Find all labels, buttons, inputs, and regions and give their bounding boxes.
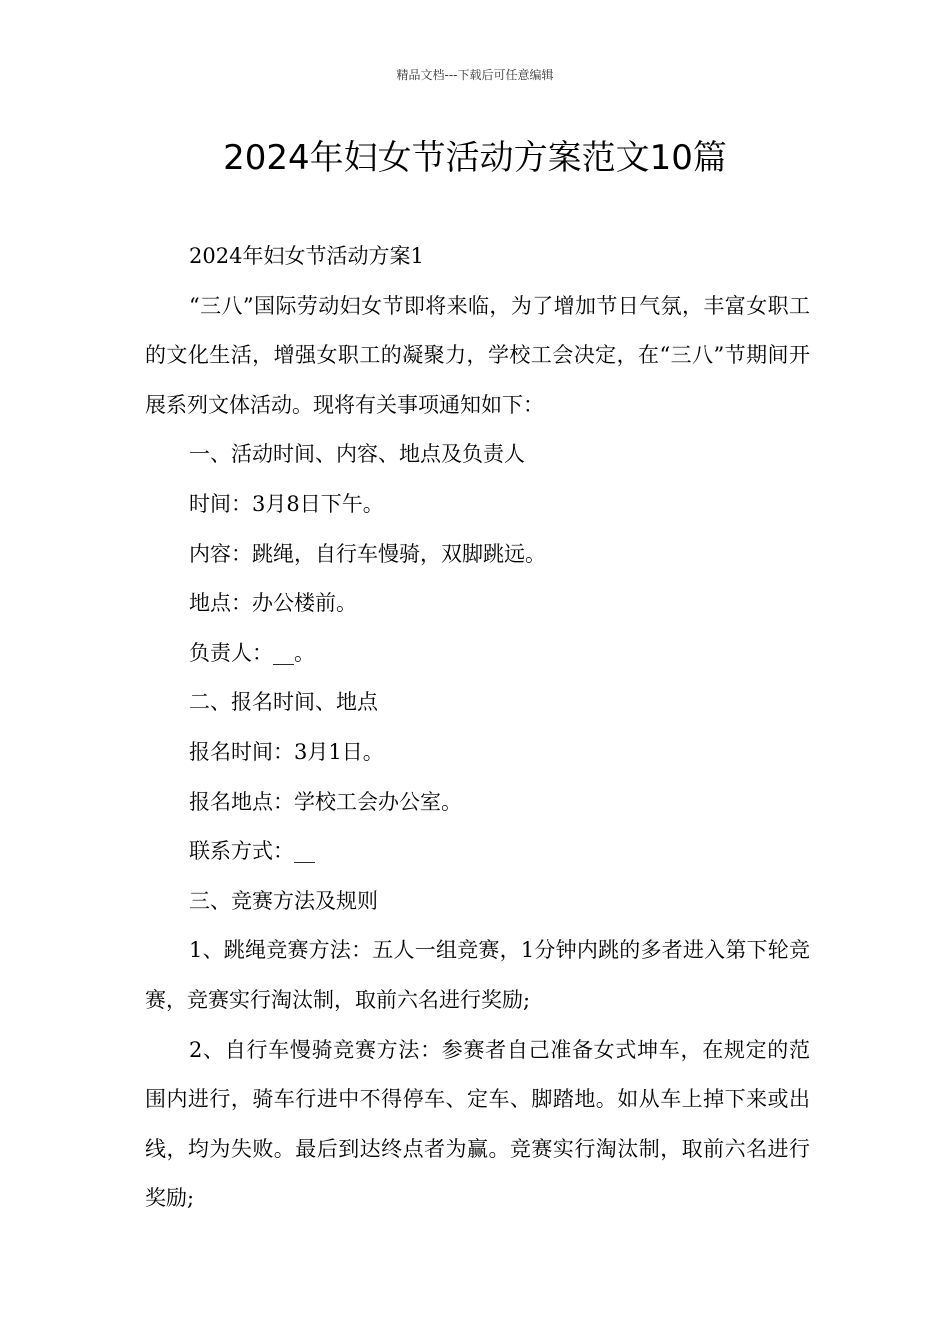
document-title: 2024年妇女节活动方案范文10篇 xyxy=(223,138,727,178)
paragraph-section-heading: 2024年妇女节活动方案1 xyxy=(189,244,424,268)
paragraph-location: 地点：办公楼前。 xyxy=(189,591,357,616)
paragraph-heading-3: 三、竞赛方法及规则 xyxy=(189,888,378,913)
paragraph-rule-2: 2、自行车慢骑竞赛方法：参赛者自己准备女式坤车，在规定的范围内进行，骑车行进中不得停车、定车、脚踏地。如从车上掉下来或出线，均为失败。最后到达终点者为赢。竞赛实行淘汰制，取前六名进行奖励; xyxy=(145,1037,810,1211)
paragraph-registration-location: 报名地点：学校工会办公室。 xyxy=(189,789,462,814)
paragraph-content: 内容：跳绳，自行车慢骑，双脚跳远。 xyxy=(189,541,546,566)
paragraph-time: 时间：3月8日下午。 xyxy=(189,491,384,516)
paragraph-registration-time: 报名时间：3月1日。 xyxy=(189,739,384,764)
paragraph-contact: 联系方式：__ xyxy=(189,839,315,864)
paragraph-heading-2: 二、报名时间、地点 xyxy=(189,690,378,715)
paragraph-intro: “三八”国际劳动妇女节即将来临，为了增加节日气氛，丰富女职工的文化生活，增强女职工的凝聚力，学校工会决定，在“三八”节期间开展系列文体活动。现将有关事项通知如下： xyxy=(145,293,810,417)
paragraph-rule-1: 1、跳绳竞赛方法：五人一组竞赛，1分钟内跳的多者进入第下轮竞赛，竞赛实行淘汰制，取前六名进行奖励; xyxy=(145,938,810,1012)
document-body xyxy=(145,232,810,1224)
header-note: 精品文档---下载后可任意编辑 xyxy=(396,68,554,82)
paragraph-heading-1: 一、活动时间、内容、地点及负责人 xyxy=(189,442,525,467)
paragraph-responsible: 负责人：__。 xyxy=(189,640,315,665)
